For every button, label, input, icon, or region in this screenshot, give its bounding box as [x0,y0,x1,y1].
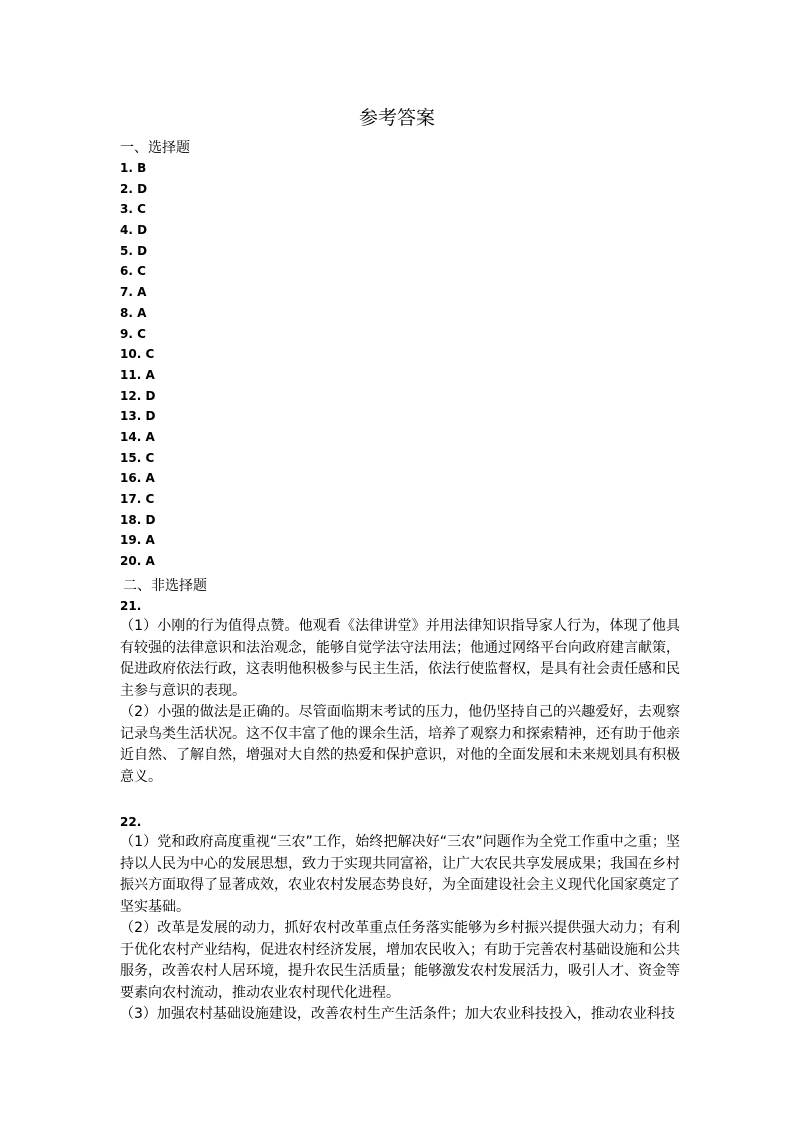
answer-item [120,324,680,345]
answer-number: 13. [120,409,142,424]
answer-item [120,468,680,489]
answer-item [120,303,680,324]
answer-choice: D [145,388,156,403]
answer-number: 1. [120,161,133,175]
answer-choice: A [145,471,155,486]
answer-item [120,427,680,448]
answer-number: 4. [120,223,133,238]
page-title: 参考答案 [358,107,435,129]
answer-choice: A [137,285,147,300]
answer-choice: A [137,305,147,320]
answer-number: 17. [120,492,142,506]
answer-number: 14. [120,429,142,444]
answer-item [120,241,680,262]
answer-choice: A [145,429,155,444]
answer-choice: A [145,367,155,382]
spacer [120,788,680,812]
answer-item [120,510,680,531]
answer-number: 9. [120,326,133,341]
answer-choice: C [145,450,155,465]
answer-item [120,158,680,179]
answer-number: 11. [120,367,142,382]
answer-choice: A [145,554,155,569]
answer-number: 10. [120,347,142,362]
answer-item [120,179,680,200]
answer-choice: D [145,409,156,424]
section2-heading: 二、非选择题 [123,578,207,594]
question-22-part3: （3）加强农村基础设施建设，改善农村生产生活条件；加大农业科技投入，推动农业科技 [120,1006,675,1022]
answer-number: 7. [120,285,133,300]
answer-item [120,220,680,241]
answer-number: 16. [120,471,142,486]
answer-item [120,261,680,282]
answer-item [120,448,680,469]
answer-number: 6. [120,264,133,279]
section-open-questions [120,576,680,1026]
answer-item [120,406,680,427]
answer-number: 8. [120,305,133,320]
answer-item [120,344,680,365]
answer-number: 5. [120,243,133,258]
question-21-part1: （1）小刚的行为值得点赞。他观看《法律讲堂》并用法律知识指导家人行为，体现了他具有较强的法律意识和法治观念，能够自觉学法守法用法；他通过网络平台向政府建言献策，促进政府依法行政，这表明他积极参与民主生活，依法行使监督权，是具有社会责任感和民主参与意识的表现。 [120,618,680,699]
answer-choice: C [145,347,155,362]
section-multiple-choice [120,138,680,572]
answer-choice: C [145,492,155,506]
question-22-part2: （2）改革是发展的动力，抓好农村改革重点任务落实能够为乡村振兴提供强大动力；有利于优化农村产业结构，促进农村经济发展，增加农民收入；有助于完善农村基础设施和公共服务，改善农村人居环境，提升农民生活质量；能够激发农村发展活力，吸引人才、资金等要素向农村流动，推动农业农村现代化进程。 [120,920,680,1001]
answer-item [120,199,680,220]
answer-choice: B [137,161,147,175]
answer-number: 12. [120,388,142,403]
question-22-part1: （1）党和政府高度重视“三农”工作，始终把解决好“三农”问题作为全党工作重中之重；坚持以人民为中心的发展思想，致力于实现共同富裕，让广大农民共享发展成果；我国在乡村振兴方面取得了显著成效，农业农村发展态势良好，为全面建设社会主义现代化国家奠定了坚实基础。 [120,834,680,915]
question-21-number: 21. [120,599,142,613]
section1-heading: 一、选择题 [120,140,190,156]
answer-number: 18. [120,512,142,527]
answer-choice: A [145,533,155,548]
answer-item [120,386,680,407]
answer-choice: D [137,181,148,196]
answer-choice: D [137,243,148,258]
answer-item [120,489,680,510]
answer-item [120,365,680,386]
answer-item [120,530,680,551]
answer-choice: C [137,264,146,279]
answer-number: 20. [120,554,142,569]
answer-number: 19. [120,533,142,548]
answer-number: 3. [120,202,133,217]
answer-choice: D [145,512,156,527]
answer-choice: D [137,223,148,238]
answer-item [120,551,680,572]
question-21-part2: （2）小强的做法是正确的。尽管面临期末考试的压力，他仍坚持自己的兴趣爱好，去观察记录鸟类生活状况。这不仅丰富了他的课余生活，培养了观察力和探索精神，还有助于他亲近自然、了解自然，增强对大自然的热爱和保护意识，对他的全面发展和未来规划具有积极意义。 [120,704,680,785]
answer-list [120,158,680,572]
answer-number: 2. [120,181,133,196]
answer-choice: C [137,326,146,341]
answer-item [120,282,680,303]
question-22-number: 22. [120,815,142,829]
answer-choice: C [137,202,146,217]
answer-number: 15. [120,450,142,465]
